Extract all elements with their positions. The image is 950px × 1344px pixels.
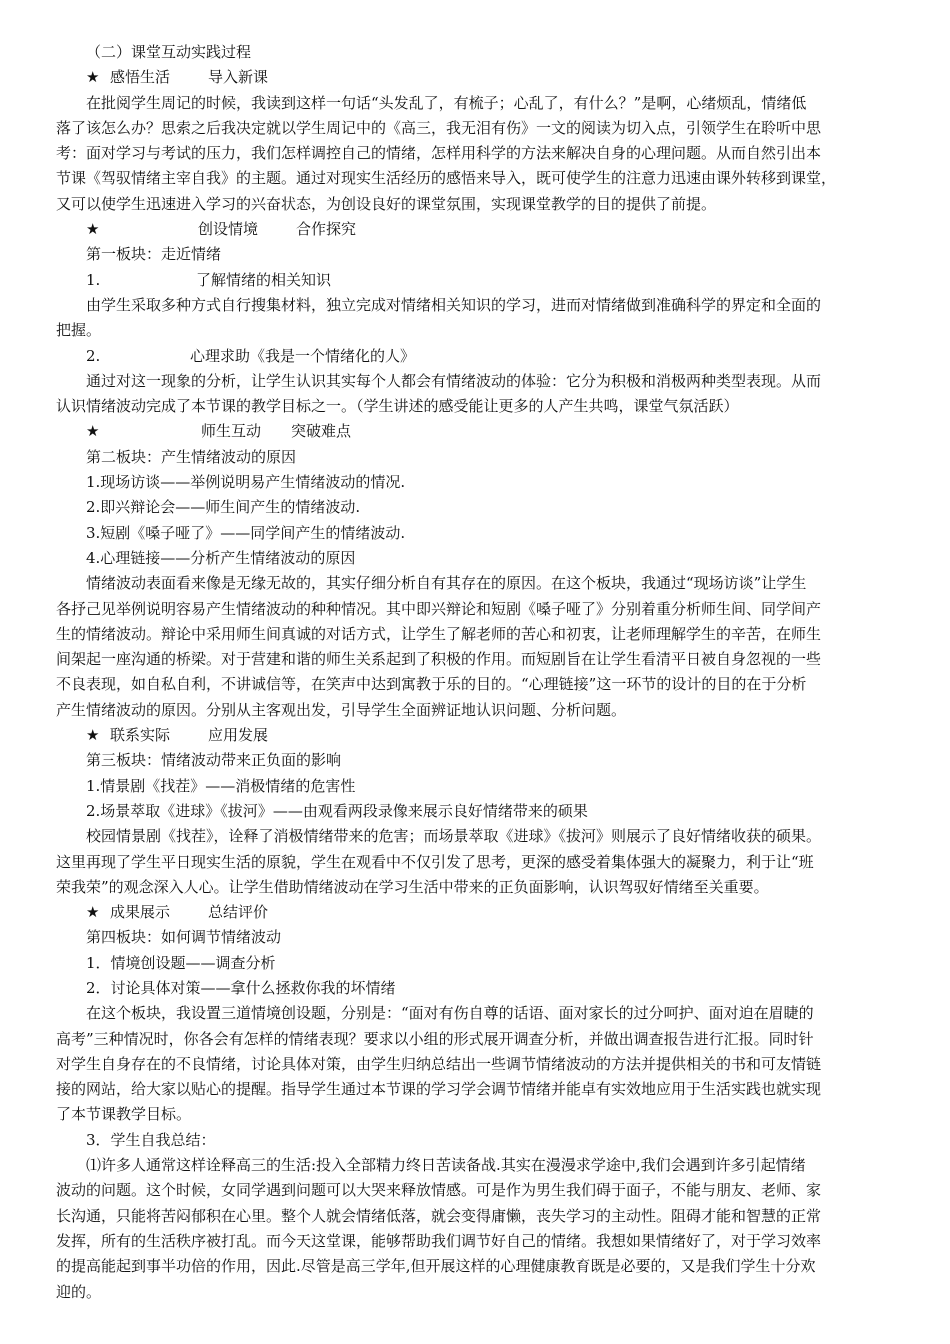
star-icon: ★ [86,220,100,239]
list-item: 1．情境创设题——调查分析 [86,953,276,972]
star-icon: ★ [86,903,100,922]
section-title-4: ★ 联系实际 应用发展 [86,723,892,748]
block-title-2: 第二板块：产生情绪波动的原因 [86,447,297,466]
paragraph-regulation: 在这个板块，我设置三道情境创设题，分别是：“面对有伤自尊的话语、面对家长的过分呵护、面对迫在眉睫的 高考”三种情况时，你各会有怎样的情绪表现？要求以小组的形式展开调查分析，并做出调查报告进行汇报。同时针 对学生自身存在的不良情绪，讨论具体对策，由学生归纳总结出一些调节情绪波动的方法并提供相关的书和可友情链 接的网站，给大家以贴心的提醒。指导学生通过本节课的学习学会调节情绪并能卓有实效地应用于生活实践也就实现 了本节课教学目标。 [56,1004,822,1124]
list-item: 2．讨论具体对策——拿什么拯救你我的坏情绪 [86,978,396,997]
block-title-1: 第一板块：走近情绪 [86,245,222,264]
star-icon: ★ [86,726,100,745]
list-item: 1.现场访谈——举例说明易产生情绪波动的情况. [86,473,406,492]
star-icon: ★ [86,422,100,441]
list-item: 1. 了解情绪的相关知识 [86,270,332,289]
section-heading: （二）课堂互动实践过程 [86,43,252,61]
list-item: 3.短剧《嗓子哑了》——同学间产生的情绪波动. [86,523,406,542]
paragraph-knowledge: 由学生采取多种方式自行搜集材料，独立完成对情绪相关知识的学习，进而对情绪做到准确科学的界定和全面的 把握。 [56,295,822,340]
paragraph-intro: 在批阅学生周记的时候，我读到这样一句话“头发乱了，有梳子；心乱了，有什么？”是啊，心绪烦乱，情绪低 落了该怎么办？思索之后我决定就以学生周记中的《高三，我无泪有伤》一文的阅读为切入点，引领学生在聆听中思 考：面对学习与考试的压力，我们怎样调控自己的情绪，怎样用科学的方法来解决自身的心理问题。从而自然引出本 节课《驾驭情绪主宰自我》的主题。通过对现实生活经历的感悟来导入，既可使学生的注意力迅速由课外转移到课堂， 又可以使学生迅速进入学习的兴奋状态，为创设良好的课堂氛围，实现课堂教学的目的提供了前提。 [56,93,837,213]
list-item: 2.即兴辩论会——师生间产生的情绪波动. [86,498,361,517]
list-item: 3．学生自我总结： [86,1130,216,1149]
list-item: 2. 心理求助《我是一个情绪化的人》 [86,346,416,365]
list-item: 2.场景萃取《进球》《拔河》——由观看两段录像来展示良好情绪带来的硕果 [86,801,588,820]
paragraph-effects: 校园情景剧《找茬》，诠释了消极情绪带来的危害；而场景萃取《进球》《拔河》则展示了良好情绪收获的硕果。 这里再现了学生平日现实生活的原貌，学生在观看中不仅引发了思考，更深的感受着集体强大的凝聚力，利于让“班 荣我荣”的观念深入人心。让学生借助情绪波动在学习生活中带来的正负面影响，认识驾驭好情绪至关重要。 [56,827,822,896]
paragraph-causes: 情绪波动表面看来像是无缘无故的，其实仔细分析自有其存在的原因。在这个板块，我通过“现场访谈”让学生 各抒己见举例说明容易产生情绪波动的种种情况。其中即兴辩论和短剧《嗓子哑了》分别着重分析师生间、同学间产 生的情绪波动。辩论中采用师生间真诚的对话方式，让学生了解老师的苦心和初衷，让老师理解学生的辛苦，在师生 间架起一座沟通的桥梁。对于营建和谐的师生关系起到了积极的作用。而短剧旨在让学生看清平日被自身忽视的一些 不良表现，如自私自利，不讲诚信等，在笑声中达到寓教于乐的目的。“心理链接”这一环节的设计的目的在于分析 产生情绪波动的原因。分别从主客观出发，引导学生全面辨证地认识问题、分析问题。 [56,574,822,719]
paragraph-analysis: 通过对这一现象的分析，让学生认识其实每个人都会有情绪波动的体验：它分为积极和消极两种类型表现。从而 认识情绪波动完成了本节课的教学目标之一。（学生讲述的感受能让更多的人产生共鸣，课堂气氛活跃） [56,371,822,416]
section-title-5: ★ 成果展示 总结评价 [86,900,892,925]
paragraph-summary: ⑴许多人通常这样诠释高三的生活:投入全部精力终日苦读备战.其实在漫漫求学途中,我们会遇到许多引起情绪 波动的问题。这个时候，女同学遇到问题可以大哭来释放情感。可是作为男生我们碍于面子，不能与朋友、老师、家 长沟通，只能将苦闷郁积在心里。整个人就会情绪低落，就会变得庸懒，丧失学习的主动性。阻碍才能和智慧的正常 发挥，所有的生活秩序被打乱。而今天这堂课，能够帮助我们调节好自己的情绪。我想如果情绪好了，对于学习效率 的提高能起到事半功倍的作用，因此.尽管是高三学年,但开展这样的心理健康教育既是必要的，又是我们学生十分欢 迎的。 [56,1156,822,1301]
section-title-1: ★ 感悟生活 导入新课 [86,65,892,90]
block-title-4: 第四板块：如何调节情绪波动 [86,928,282,947]
list-item: 1.情景剧《找茬》——消极情绪的危害性 [86,776,356,795]
section-title-3: ★ 师生互动 突破难点 [86,419,892,444]
section-title-2: ★ 创设情境 合作探究 [86,217,892,242]
block-title-3: 第三板块：情绪波动带来正负面的影响 [86,751,342,770]
list-item: 4.心理链接——分析产生情绪波动的原因 [86,548,356,567]
star-icon: ★ [86,68,100,87]
